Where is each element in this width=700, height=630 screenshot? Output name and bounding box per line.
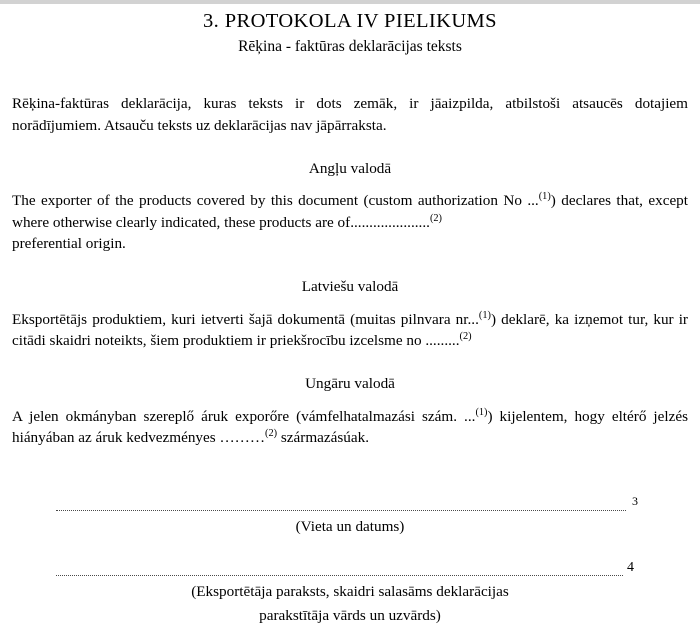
declaration-part2: ) deklarē, ka izņemot tur, kur ir citādi skaidri noteikts, šiem produktiem ir priekšrocību izcelsme no ......... bbox=[12, 310, 688, 350]
section-heading-hungarian: Ungāru valodā bbox=[305, 374, 395, 392]
dotted-signature-line bbox=[56, 509, 626, 511]
footnote-ref-1: (1) bbox=[478, 309, 491, 321]
footnote-ref-4: 4 bbox=[627, 560, 634, 576]
declaration-part2: ) declares that, except where otherwise clearly indicated, these products are of..................... bbox=[12, 192, 688, 231]
declaration-text-latvian bbox=[12, 309, 688, 352]
signature-line-wrapper bbox=[10, 494, 690, 514]
footnote-ref-2: (2) bbox=[265, 428, 278, 440]
document-page bbox=[0, 4, 700, 630]
declaration-part2: ) kijelentem, hogy eltérő jelzés hiányában az áruk kedvezményes ……… bbox=[12, 407, 688, 447]
footnote-ref-3: 3 bbox=[632, 493, 638, 508]
dotted-signature-line bbox=[56, 574, 623, 576]
declaration-text-english bbox=[12, 190, 688, 255]
declaration-part3: származásúak. bbox=[277, 429, 369, 447]
page-subtitle: Rēķina - faktūras deklarācijas teksts bbox=[238, 37, 462, 55]
signature-caption-exporter-line1: (Eksportētāja paraksts, skaidri salasāms deklarācijas bbox=[191, 583, 509, 601]
signature-caption-exporter-line2: parakstītāja vārds un uzvārds) bbox=[259, 606, 441, 624]
footnote-ref-2: (2) bbox=[459, 331, 472, 343]
footnote-ref-1: (1) bbox=[475, 406, 488, 418]
section-heading-english: Angļu valodā bbox=[308, 159, 392, 177]
declaration-part1: A jelen okmányban szereplő áruk exporőre (vámfelhatalmazási szám. ... bbox=[12, 407, 476, 425]
signature-block-exporter bbox=[10, 559, 690, 626]
declaration-part3: preferential origin. bbox=[12, 235, 126, 253]
signature-block-place-date bbox=[10, 494, 690, 538]
signature-line-wrapper bbox=[10, 559, 690, 579]
declaration-text-hungarian bbox=[12, 406, 688, 449]
page-title: 3. PROTOKOLA IV PIELIKUMS bbox=[203, 10, 497, 32]
signature-caption-place-date: (Vieta un datums) bbox=[295, 517, 405, 535]
declaration-part1: The exporter of the products covered by this document (custom authorization No ... bbox=[12, 192, 539, 210]
footnote-ref-1: (1) bbox=[538, 191, 551, 203]
intro-paragraph: Rēķina-faktūras deklarācija, kuras teksts ir dots zemāk, ir jāaizpilda, atbilstoši atsaucēs dotajiem norādījumiem. Atsauču teksts uz deklarācijas nav jāpārraksta. bbox=[12, 95, 688, 134]
declaration-part1: Eksportētājs produktiem, kuri ietverti šajā dokumentā (muitas pilnvara nr... bbox=[12, 310, 479, 328]
footnote-ref-2: (2) bbox=[429, 212, 442, 224]
section-heading-latvian: Latviešu valodā bbox=[301, 278, 399, 296]
